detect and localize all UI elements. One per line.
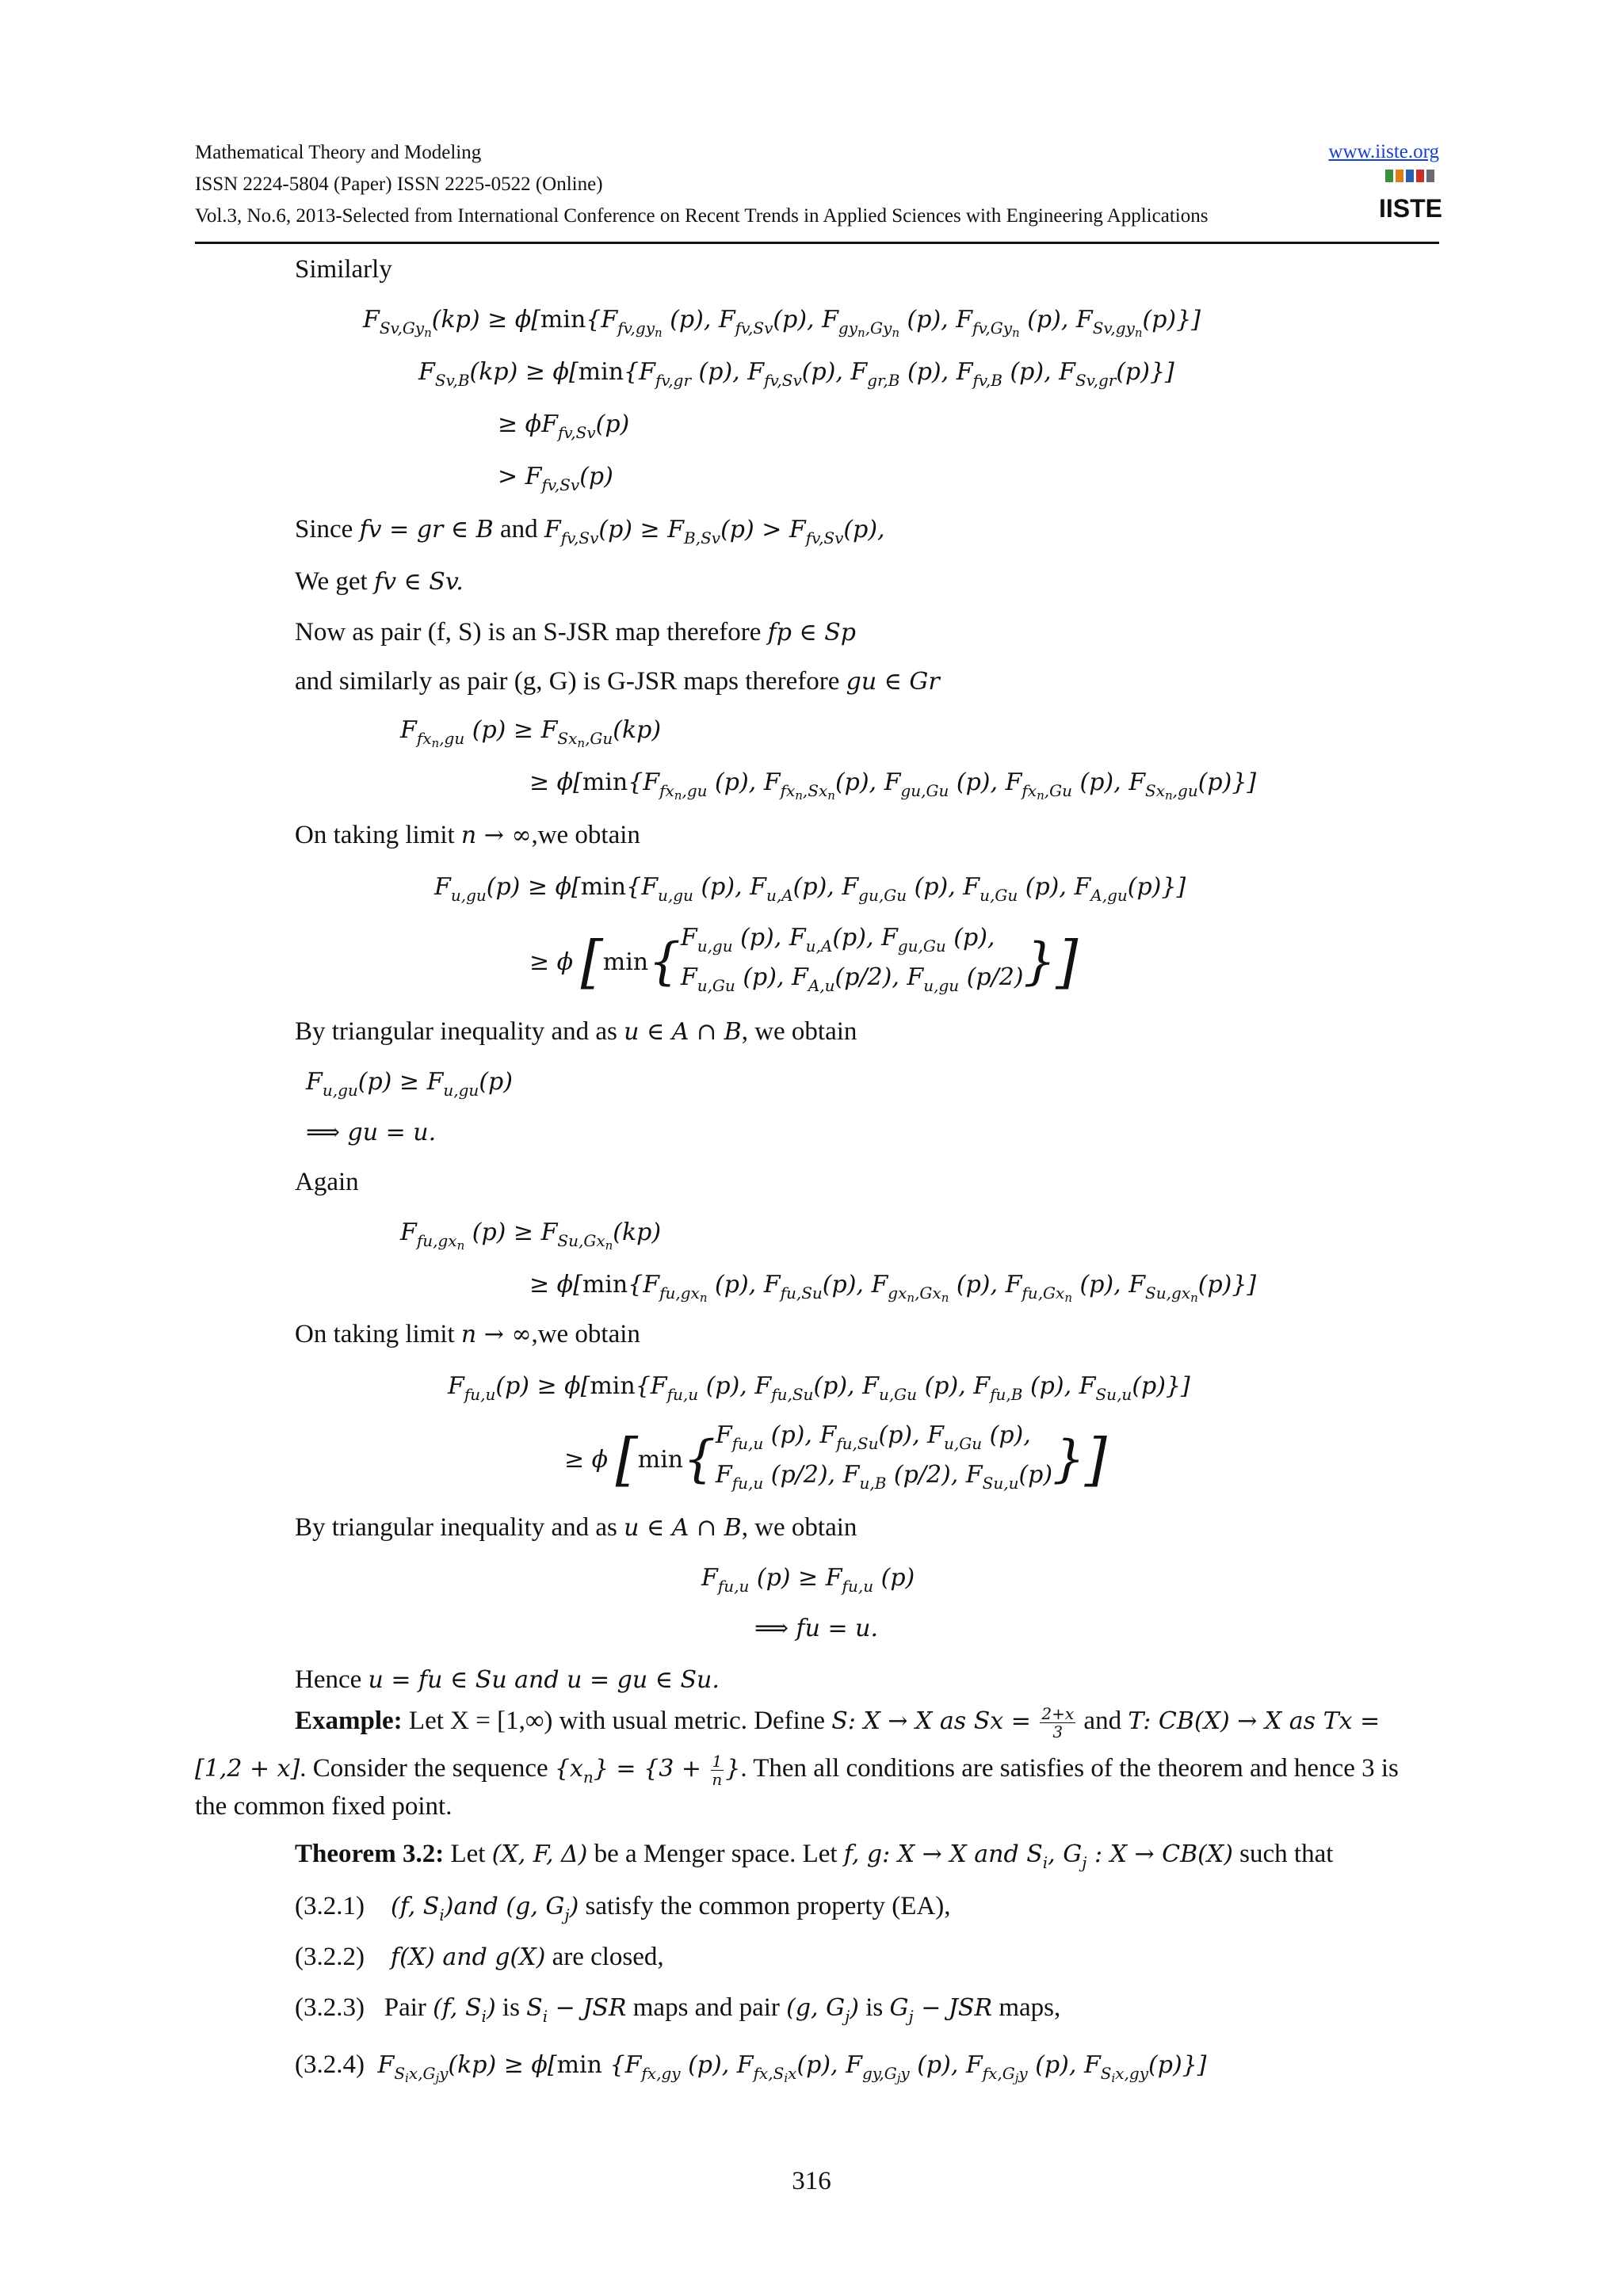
eq-9: $F_{u,gu}(p) \ge F_{u,gu}(p)$: [306, 1068, 513, 1100]
eq-6: ≥ $\phi[\min\{F_{fx_n,gu}$ (p), $F_{fx_n,Sx_n}(p)$, $F_{gu,Gu}$ (p), $F_{fx_n,Gu}$ (p), $F_{Sx_n,gu}(p)$}]: [529, 769, 1257, 803]
eq-16: ⟹ fu = u.: [754, 1615, 879, 1642]
eq-12: ≥ $\phi[\min\{F_{fu,gx_n}$ (p), $F_{fu,Su}(p)$, $F_{gx_n,Gx_n}$ (p), $F_{fu,Gx_n}$ (p), $F_{Su,gx_n}(p)$}]: [529, 1271, 1257, 1305]
hence-line: Hence u = fu ∈ Su and u = gu ∈ Su.: [295, 1665, 720, 1694]
eq-8: ≥ ϕ [ min { $F_{u,gu}$ (p), $F_{u,A}(p)$, $F_{gu,Gu}$ (p), $F_{u,Gu}$ (p), $F_{A,u}(p/2)$, $F_{u,gu}$ (p/2) } ]: [529, 924, 1079, 995]
condition-3-2-2: (3.2.2) f(X) and g(X) are closed,: [295, 1943, 664, 1971]
now-as-line: Now as pair (f, S) is an S-JSR map therefore fp ∈ Sp: [295, 618, 856, 646]
triangular-line-1: By triangular inequality and as u ∈ A ∩ B, we obtain: [295, 1017, 857, 1046]
eq-1: $F_{Sv,Gy_n}(kp) \ge \phi[\min\{F_{fv,gy_n}$ (p), $F_{fv,Sv}(p)$, $F_{gy_n,Gy_n}$ (p), $F_{fv,Gy_n}$ (p), $F_{Sv,gy_n}(p)$}]: [363, 306, 1201, 340]
eq-3: ≥ $\phi F_{fv,Sv}(p)$: [498, 410, 630, 442]
eq-11: $F_{fu,gx_n}$ $(p) \ge F_{Su,Gx_n}(kp)$: [400, 1219, 662, 1253]
header-rule: [195, 242, 1439, 244]
limit-line-1: On taking limit n → ∞,we obtain: [295, 821, 640, 849]
eq-13: $F_{fu,u}(p) \ge \phi[\min\{F_{fu,u}$ (p), $F_{fu,Su}(p)$, $F_{u,Gu}$ (p), $F_{fu,B}$ (p), $F_{Su,u}(p)$}]: [448, 1372, 1190, 1404]
text-similarly: Similarly: [295, 255, 392, 284]
eq-5: $F_{fx_n,gu}$ $(p) \ge F_{Sx_n,Gu}(kp)$: [400, 716, 662, 750]
theorem-line: Theorem 3.2: Let (X, F, Δ) be a Menger space. Let f, g: X → X and $S_i$, $G_j$ : X → CB(X) such that: [295, 1840, 1334, 1872]
condition-3-2-1: (3.2.1) (f, $S_i)and$ (g, $G_j$) satisfy the common property (EA),: [295, 1892, 951, 1924]
logo-text: IISTE: [1378, 194, 1443, 223]
iiste-logo: [1378, 168, 1443, 225]
eq-2: $F_{Sv,B}(kp) \ge \phi[\min\{F_{fv,gr}$ (p), $F_{fv,Sv}(p)$, $F_{gr,B}$ (p), $F_{fv,B}$ (p), $F_{Sv,gr}(p)$}]: [418, 358, 1174, 390]
journal-title: Mathematical Theory and Modeling: [195, 142, 482, 163]
theorem-label: Theorem 3.2:: [295, 1840, 445, 1868]
website-link[interactable]: www.iiste.org: [1328, 141, 1439, 162]
example-label: Example:: [295, 1707, 403, 1736]
similarly-line: and similarly as pair (g, G) is G-JSR maps therefore gu ∈ Gr: [295, 667, 940, 696]
eq-14: ≥ ϕ [ min { $F_{fu,u}$ (p), $F_{fu,Su}(p)$, $F_{u,Gu}$ (p), $F_{fu,u}$ (p/2), $F_{u,B}$ (p/2), $F_{Su,u}(p)$ } ]: [564, 1421, 1107, 1493]
eq-7: $F_{u,gu}(p) \ge \phi[\min\{F_{u,gu}$ (p), $F_{u,A}(p)$, $F_{gu,Gu}$ (p), $F_{u,Gu}$ (p), $F_{A,gu}(p)$}]: [434, 873, 1186, 905]
condition-3-2-3: (3.2.3) Pair (f, $S_i$) is $S_i$ − JSR maps and pair (g, $G_j$) is $G_j$ − JSR maps,: [295, 1993, 1061, 2026]
example-line-3: the common fixed point.: [195, 1792, 453, 1821]
eq-15: $F_{fu,u}$ $(p) \ge F_{fu,u}$ (p): [701, 1564, 915, 1596]
eq-4: > $F_{fv,Sv}(p)$: [498, 463, 613, 494]
example-line-2: [1,2 + x]. Consider the sequence $\{x_n\} = \{3$ + $\frac{1}{n}$ }. Then all conditions are satisfies of the theorem and hence 3 is: [195, 1752, 1399, 1789]
limit-line-2: On taking limit n → ∞,we obtain: [295, 1320, 640, 1348]
we-get-line: We get fv ∈ Sv.: [295, 567, 464, 596]
example-line-1: Example: Let X = [1,∞) with usual metric. Define S: X → X as Sx = $\frac{2+x}{3}$ and T: CB(X) → X as Tx =: [295, 1704, 1381, 1741]
issn-line: ISSN 2224-5804 (Paper) ISSN 2225-0522 (Online): [195, 174, 603, 195]
volume-line: Vol.3, No.6, 2013-Selected from International Conference on Recent Trends in Applied Sciences with Engineering Applications: [195, 205, 1209, 227]
text-again: Again: [295, 1168, 359, 1196]
condition-3-2-4: (3.2.4) $F_{S_ix,G_jy}(kp) \ge \phi[\min$ {$F_{fx,gy}$ (p), $F_{fx,S_ix}(p)$, $F_{gy,G_jy}$ (p), $F_{fx,G_jy}$ (p), $F_{S_ix,gy}(p)$}]: [295, 2050, 1207, 2085]
triangular-line-2: By triangular inequality and as u ∈ A ∩ B, we obtain: [295, 1513, 857, 1542]
since-line: Since fv = gr ∈ B and $F_{fv,Sv}(p) \ge F_{B,Sv}(p) > F_{fv,Sv}(p)$,: [295, 515, 885, 547]
eq-10: ⟹ gu = u.: [306, 1119, 437, 1146]
page-number: 316: [792, 2167, 831, 2195]
